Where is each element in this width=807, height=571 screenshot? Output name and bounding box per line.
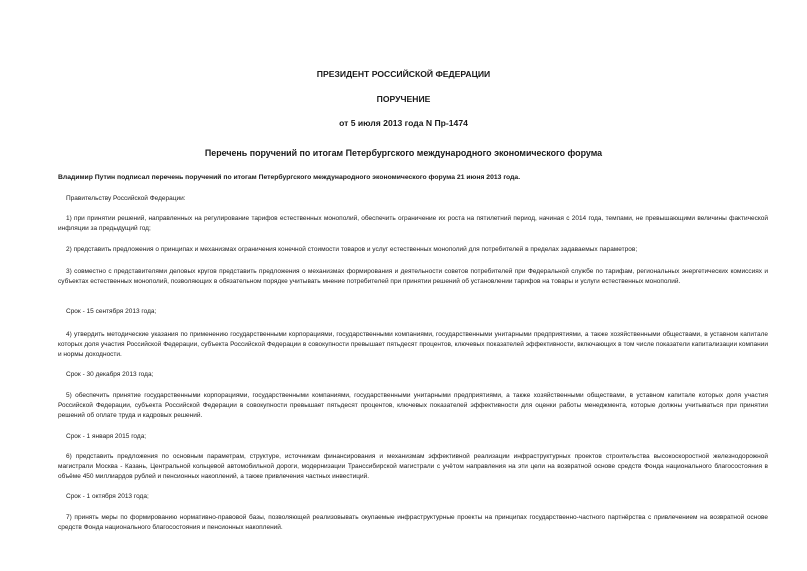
paragraph-item-4: 4) утвердить методические указания по применению государственными корпорациями, государственными компаниями, государственными унитарными предприятиями, а также хозяйственными обществами, в уставном капитале которых доля участия Российской Федерации, субъекта Российской Федерации в совокупности превышает пятьдесят процентов, ключевых показателей эффективности, включающих в том числе показатели капитализации компании и нормы доходности.: [58, 331, 768, 358]
lead-paragraph: Владимир Путин подписал перечень поручений по итогам Петербургского международного экономического форума 21 июня 2013 года.: [58, 174, 521, 181]
paragraph-item-7: 7) принять меры по формированию нормативно-правовой базы, позволяющей реализовывать окупаемые инфраструктурные проекты на принципах государственно-частного партнёрства с привлечением на возвратной основе средств Фонда национального благосостояния и пенсионных накоплений.: [58, 514, 768, 531]
paragraph-item-2: 2) представить предложения о принципах и механизмах ограничения конечной стоимости товаров и услуг естественных монополий для потребителей в пределах задаваемых параметров;: [66, 246, 638, 253]
paragraph-item-5: 5) обеспечить принятие государственными корпорациями, государственными компаниями, государственными унитарными предприятиями, а также хозяйственными обществами, в уставном капитале которых доля участия Российской Федерации, субъекта Российской Федерации в совокупности превышает пятьдесят процентов, ключевых показателей эффективности для оценки работы менеджмента, которые должны учитываться при принятии решений об оплате труда и кадровых решений.: [58, 392, 768, 419]
paragraph-addressee: Правительству Российской Федерации:: [66, 195, 186, 202]
issuing-authority: ПРЕЗИДЕНТ РОССИЙСКОЙ ФЕДЕРАЦИИ: [316, 69, 491, 79]
document-type: ПОРУЧЕНИЕ: [376, 94, 431, 104]
paragraph-item-6: 6) представить предложения по основным параметрам, структуре, источникам финансирования и механизмам эффективной реализации инфраструктурных проектов строительства высокоскоростной железнодорожной магистрали Москва - Казань, Центральной кольцевой автомобильной дороги, модернизации Транссибирской магистрали с учётом направления на эти цели на возвратной основе средств Фонда национального благосостояния в объёме 450 миллиардов рублей и пенсионных накоплений, а также привлечения частных инвестиций.: [58, 453, 768, 480]
paragraph-item-3: 3) совместно с представителями деловых кругов представить предложения о механизмах формирования и деятельности советов потребителей при Федеральной службе по тарифам, региональных энергетических комиссиях и субъектах естественных монополий, позволяющих в обязательном порядке учитывать мнение потребителей при принятии решений об установлении тарифов на товары и услуги естественных монополий.: [58, 268, 768, 285]
deadline-3: Срок - 1 января 2015 года;: [66, 433, 147, 440]
paragraph-item-1: 1) при принятии решений, направленных на регулирование тарифов естественных монополий, обеспечить ограничение их роста на пятилетний период, начиная с 2014 года, темпами, не превышающими величины фактической инфляции за предыдущий год;: [58, 215, 768, 232]
document-date-number: от 5 июля 2013 года N Пр-1474: [339, 118, 468, 128]
deadline-2: Срок - 30 декабря 2013 года;: [66, 371, 154, 378]
deadline-4: Срок - 1 октября 2013 года;: [66, 493, 149, 500]
deadline-1: Срок - 15 сентября 2013 года;: [66, 308, 157, 315]
document-title: Перечень поручений по итогам Петербургского международного экономического форума: [204, 148, 603, 158]
